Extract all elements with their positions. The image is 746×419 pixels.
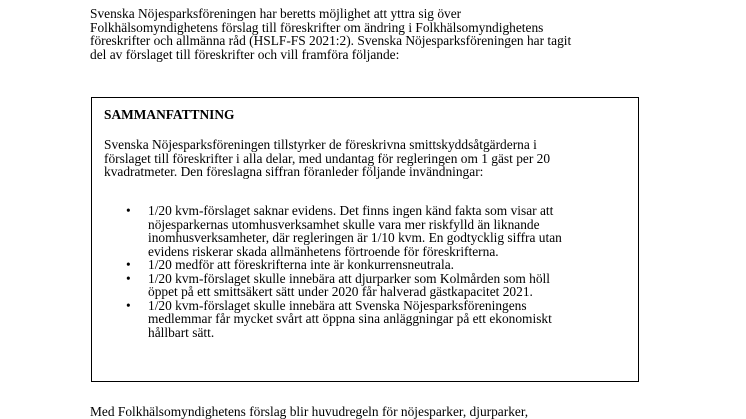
bullet-line: 1/20 medför att föreskrifterna inte är konkurrensneutrala. (148, 257, 455, 272)
bullet-item-evidence (104, 204, 629, 258)
intro-line: Folkhälsomyndighetens förslag till föreskrifter om ändring i Folkhälsomyndighetens (90, 19, 544, 35)
summary-line: Svenska Nöjesparksföreningen tillstyrker de föreskrivna smittskyddsåtgärderna i (104, 137, 537, 152)
bullet-line: evidens riskerar skada allmänhetens förtroende för föreskrifterna. (148, 243, 499, 259)
summary-heading: SAMMANFATTNING (104, 107, 235, 122)
summary-line: kvadratmeter. Den föreslagna siffran föranleder följande invändningar: (104, 164, 484, 179)
intro-line: föreskrifter och allmänna råd (HSLF-FS 2021:2). Svenska Nöjesparksföreningen har tagit (90, 33, 572, 48)
summary-bullet-list (104, 204, 629, 339)
bullet-icon: • (126, 297, 131, 313)
bullet-line: öppet på ett smittsäkert sätt under 2020 får halverad gästkapacitet 2021. (148, 284, 533, 299)
bullet-icon: • (126, 203, 131, 218)
intro-line: Svenska Nöjesparksföreningen har beretts möjlighet att yttra sig över (90, 6, 462, 21)
bullet-item-zoo-capacity (104, 272, 629, 299)
bullet-line: medlemmar får mycket svårt att öppna sina anläggningar på ett ekonomiskt (148, 311, 552, 326)
intro-paragraph (90, 7, 680, 61)
bullet-icon: • (126, 257, 131, 272)
bullet-item-economics (104, 299, 629, 340)
outro-line: Med Folkhälsomyndighetens förslag blir huvudregeln för nöjesparker, djurparker, (90, 404, 529, 419)
bullet-line: hållbart sätt. (148, 324, 215, 340)
summary-box (91, 97, 639, 382)
bullet-line: inomhusverksamheter, där regleringen är 1/10 kvm. En godtycklig siffra utan (148, 230, 562, 245)
bullet-line: 1/20 kvm-förslaget skulle innebära att djurparker som Kolmården som höll (148, 270, 550, 286)
bullet-line: 1/20 kvm-förslaget saknar evidens. Det finns ingen känd fakta som visar att (148, 203, 554, 218)
outro-paragraph (90, 405, 690, 419)
summary-paragraph (104, 138, 629, 179)
bullet-line: nöjesparkernas utomhusverksamhet skulle vara mer riskfylld än liknande (148, 216, 540, 232)
summary-line: förslaget till föreskrifter i alla delar, med undantag för regleringen om 1 gäst per 20 (104, 150, 551, 166)
bullet-icon: • (126, 270, 131, 286)
intro-line: del av förslaget till föreskrifter och vill framföra följande: (90, 46, 400, 62)
bullet-item-competition (104, 258, 629, 272)
bullet-line: 1/20 kvm-förslaget skulle innebära att Svenska Nöjesparksföreningens (148, 297, 527, 313)
